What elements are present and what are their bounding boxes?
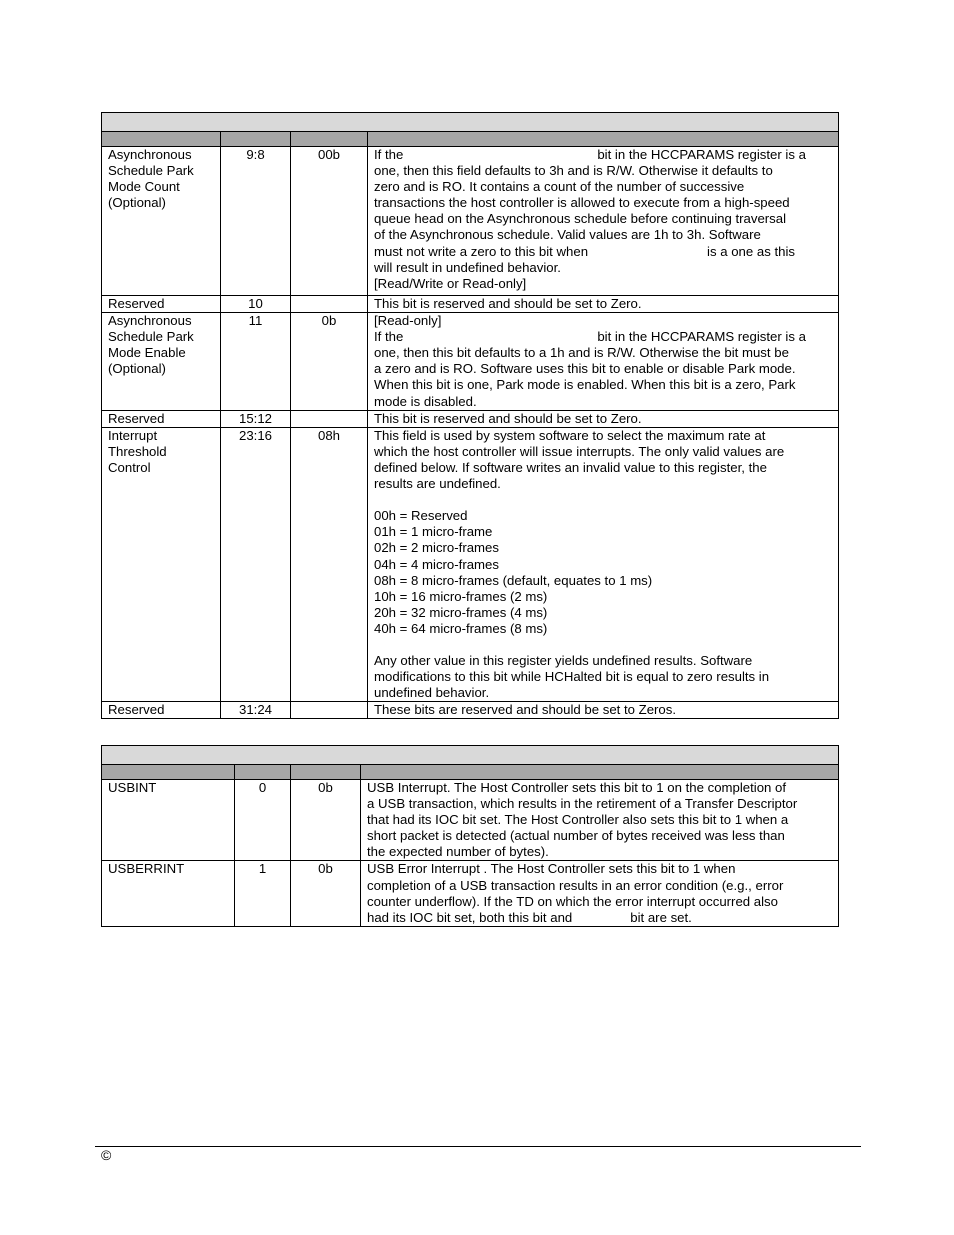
description-cell: USB Error Interrupt . The Host Controller sets this bit to 1 when completion of a USB transaction results in an error condition (e.g., error counter underflow). If the TD on which the error interrupt occurred also had its IOC bit set, both this bit and bit are set. — [361, 861, 839, 926]
table-row — [102, 427, 839, 702]
default-cell: 0b — [291, 780, 361, 861]
default-cell — [291, 296, 368, 313]
bits-cell: 9:8 — [221, 147, 291, 296]
description-cell: This field is used by system software to select the maximum rate at which the host controller will issue interrupts. The only valid values are defined below. If software writes an invalid value to this register, the results are undefined. 00h = Reserved 01h = 1 micro-frame 02h = 2 micro-frames 04h = 4 micro-frames 08h = 8 micro-frames (default, equates to 1 ms) 10h = 16 micro-frames (2 ms) 20h = 32 micro-frames (4 ms) 40h = 64 micro-frames (8 ms) Any other value in this register yields undefined results. Software modifications to this bit while HCHalted bit is equal to zero results in undefined behavior. — [368, 427, 839, 702]
bits-cell: 23:16 — [221, 427, 291, 702]
default-cell — [291, 702, 368, 719]
default-cell: 08h — [291, 427, 368, 702]
default-cell: 0b — [291, 313, 368, 411]
bits-cell: 11 — [221, 313, 291, 411]
field-name-cell: USBERRINT — [102, 861, 235, 926]
field-name-cell: Reserved — [102, 410, 221, 427]
table-title-bar — [102, 746, 839, 765]
register-table-2 — [101, 745, 839, 927]
description-cell: This bit is reserved and should be set to Zero. — [368, 410, 839, 427]
default-cell — [291, 410, 368, 427]
table-row — [102, 410, 839, 427]
description-cell: These bits are reserved and should be set to Zeros. — [368, 702, 839, 719]
table-row — [102, 702, 839, 719]
table-row — [102, 147, 839, 296]
table-row — [102, 296, 839, 313]
bits-cell: 10 — [221, 296, 291, 313]
table-column-header — [102, 765, 839, 780]
field-name-cell: USBINT — [102, 780, 235, 861]
description-cell: This bit is reserved and should be set to Zero. — [368, 296, 839, 313]
bits-cell: 0 — [235, 780, 291, 861]
register-table-1 — [101, 112, 839, 719]
table-row — [102, 313, 839, 411]
field-name-cell: Asynchronous Schedule Park Mode Enable (Optional) — [102, 313, 221, 411]
field-name-cell: Reserved — [102, 702, 221, 719]
table-row — [102, 861, 839, 926]
table-title-bar — [102, 113, 839, 132]
description-cell: [Read-only] If the bit in the HCCPARAMS register is a one, then this bit defaults to a 1h and is R/W. Otherwise the bit must be a zero and is RO. Software uses this bit to enable or disable Park mode. When this bit is one, Park mode is enabled. When this bit is a zero, Park mode is disabled. — [368, 313, 839, 411]
description-cell: USB Interrupt. The Host Controller sets this bit to 1 on the completion of a USB transaction, which results in the retirement of a Transfer Descriptor that had its IOC bit set. The Host Controller also sets this bit to 1 when a short packet is detected (actual number of bytes received was less than the expected number of bytes). — [361, 780, 839, 861]
field-name-cell: Asynchronous Schedule Park Mode Count (Optional) — [102, 147, 221, 296]
table-row — [102, 780, 839, 861]
field-name-cell: Interrupt Threshold Control — [102, 427, 221, 702]
field-name-cell: Reserved — [102, 296, 221, 313]
default-cell: 00b — [291, 147, 368, 296]
bits-cell: 15:12 — [221, 410, 291, 427]
bits-cell: 31:24 — [221, 702, 291, 719]
bits-cell: 1 — [235, 861, 291, 926]
default-cell: 0b — [291, 861, 361, 926]
table-column-header — [102, 132, 839, 147]
footer-divider — [95, 1146, 861, 1147]
copyright-symbol: © — [101, 1147, 112, 1163]
description-cell: If the bit in the HCCPARAMS register is a one, then this field defaults to 3h and is R/W. Otherwise it defaults to zero and is RO. It contains a count of the number of successive transactions the host controller is allowed to execute from a high-speed queue head on the Asynchronous schedule before continuing traversal of the Asynchronous schedule. Valid values are 1h to 3h. Software must not write a zero to this bit when is a one as this will result in undefined behavior. [Read/Write or Read-only] — [368, 147, 839, 296]
